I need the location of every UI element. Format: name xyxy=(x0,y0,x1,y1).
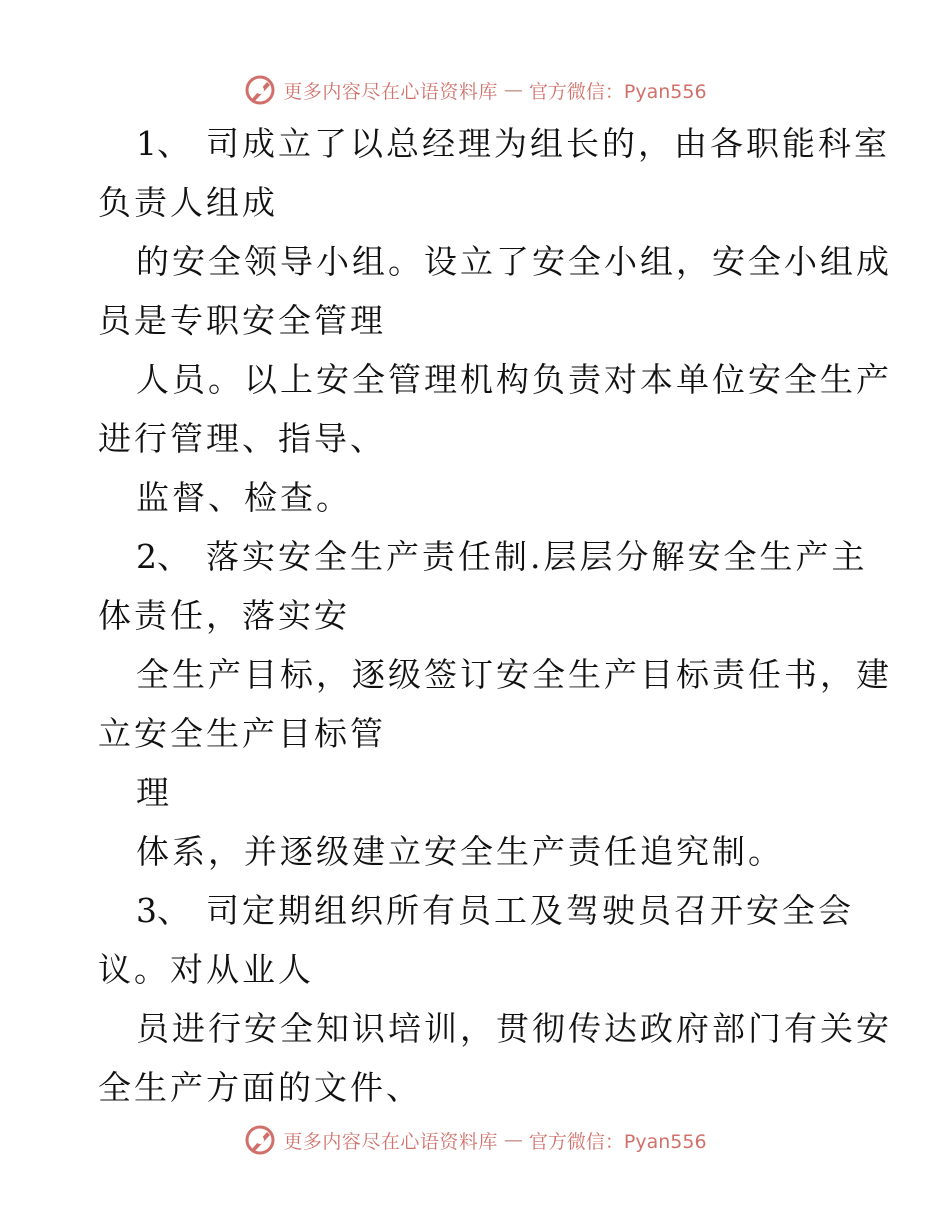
paragraph-1-line-1 xyxy=(136,121,890,167)
watermark-text: 更多内容尽在心语资料库 xyxy=(283,1130,498,1153)
paragraph-2-line-1 xyxy=(136,534,868,580)
paragraph-1-line-3: 的安全领导小组。设立了安全小组，安全小组成 xyxy=(136,242,892,281)
paragraph-3-line-4: 全生产方面的文件、 xyxy=(98,1068,422,1107)
paragraph-2-text: 落实安全生产责任制.层层分解安全生产主 xyxy=(206,537,868,576)
paragraph-2-line-3: 全生产目标，逐级签订安全生产目标责任书，建 xyxy=(136,655,892,694)
footer-watermark xyxy=(0,1120,950,1160)
paragraph-2-line-5: 理 xyxy=(136,773,172,812)
watermark-separator: — xyxy=(503,1129,523,1151)
paragraph-1-line-2: 负责人组成 xyxy=(98,183,278,222)
watermark-separator: — xyxy=(503,79,523,101)
paragraph-3-number: 3、 xyxy=(136,891,190,930)
paragraph-1-line-5: 人员。以上安全管理机构负责对本单位安全生产 xyxy=(136,360,892,399)
paragraph-1-line-7: 监督、检查。 xyxy=(136,478,352,517)
quill-seal-icon xyxy=(243,1123,277,1157)
watermark-wechat: 官方微信：Pyan556 xyxy=(528,80,707,103)
paragraph-3-line-2: 议。对从业人 xyxy=(98,950,314,989)
paragraph-1-text: 司成立了以总经理为组长的，由各职能科室 xyxy=(206,124,890,163)
paragraph-3-text: 司定期组织所有员工及驾驶员召开安全会 xyxy=(206,891,854,930)
paragraph-2-line-4: 立安全生产目标管 xyxy=(98,714,386,753)
paragraph-1-line-6: 进行管理、指导、 xyxy=(98,419,386,458)
watermark-wechat: 官方微信：Pyan556 xyxy=(528,1130,707,1153)
paragraph-1-line-4: 员是专职安全管理 xyxy=(98,301,386,340)
paragraph-3-line-3: 员进行安全知识培训，贯彻传达政府部门有关安 xyxy=(136,1009,892,1048)
paragraph-1-number: 1、 xyxy=(136,124,190,163)
paragraph-3-line-1 xyxy=(136,888,854,934)
paragraph-2-number: 2、 xyxy=(136,537,190,576)
paragraph-2-line-2: 体责任，落实安 xyxy=(98,596,350,635)
paragraph-2-line-6: 体系，并逐级建立安全生产责任追究制。 xyxy=(136,832,784,871)
watermark-text: 更多内容尽在心语资料库 xyxy=(283,80,498,103)
